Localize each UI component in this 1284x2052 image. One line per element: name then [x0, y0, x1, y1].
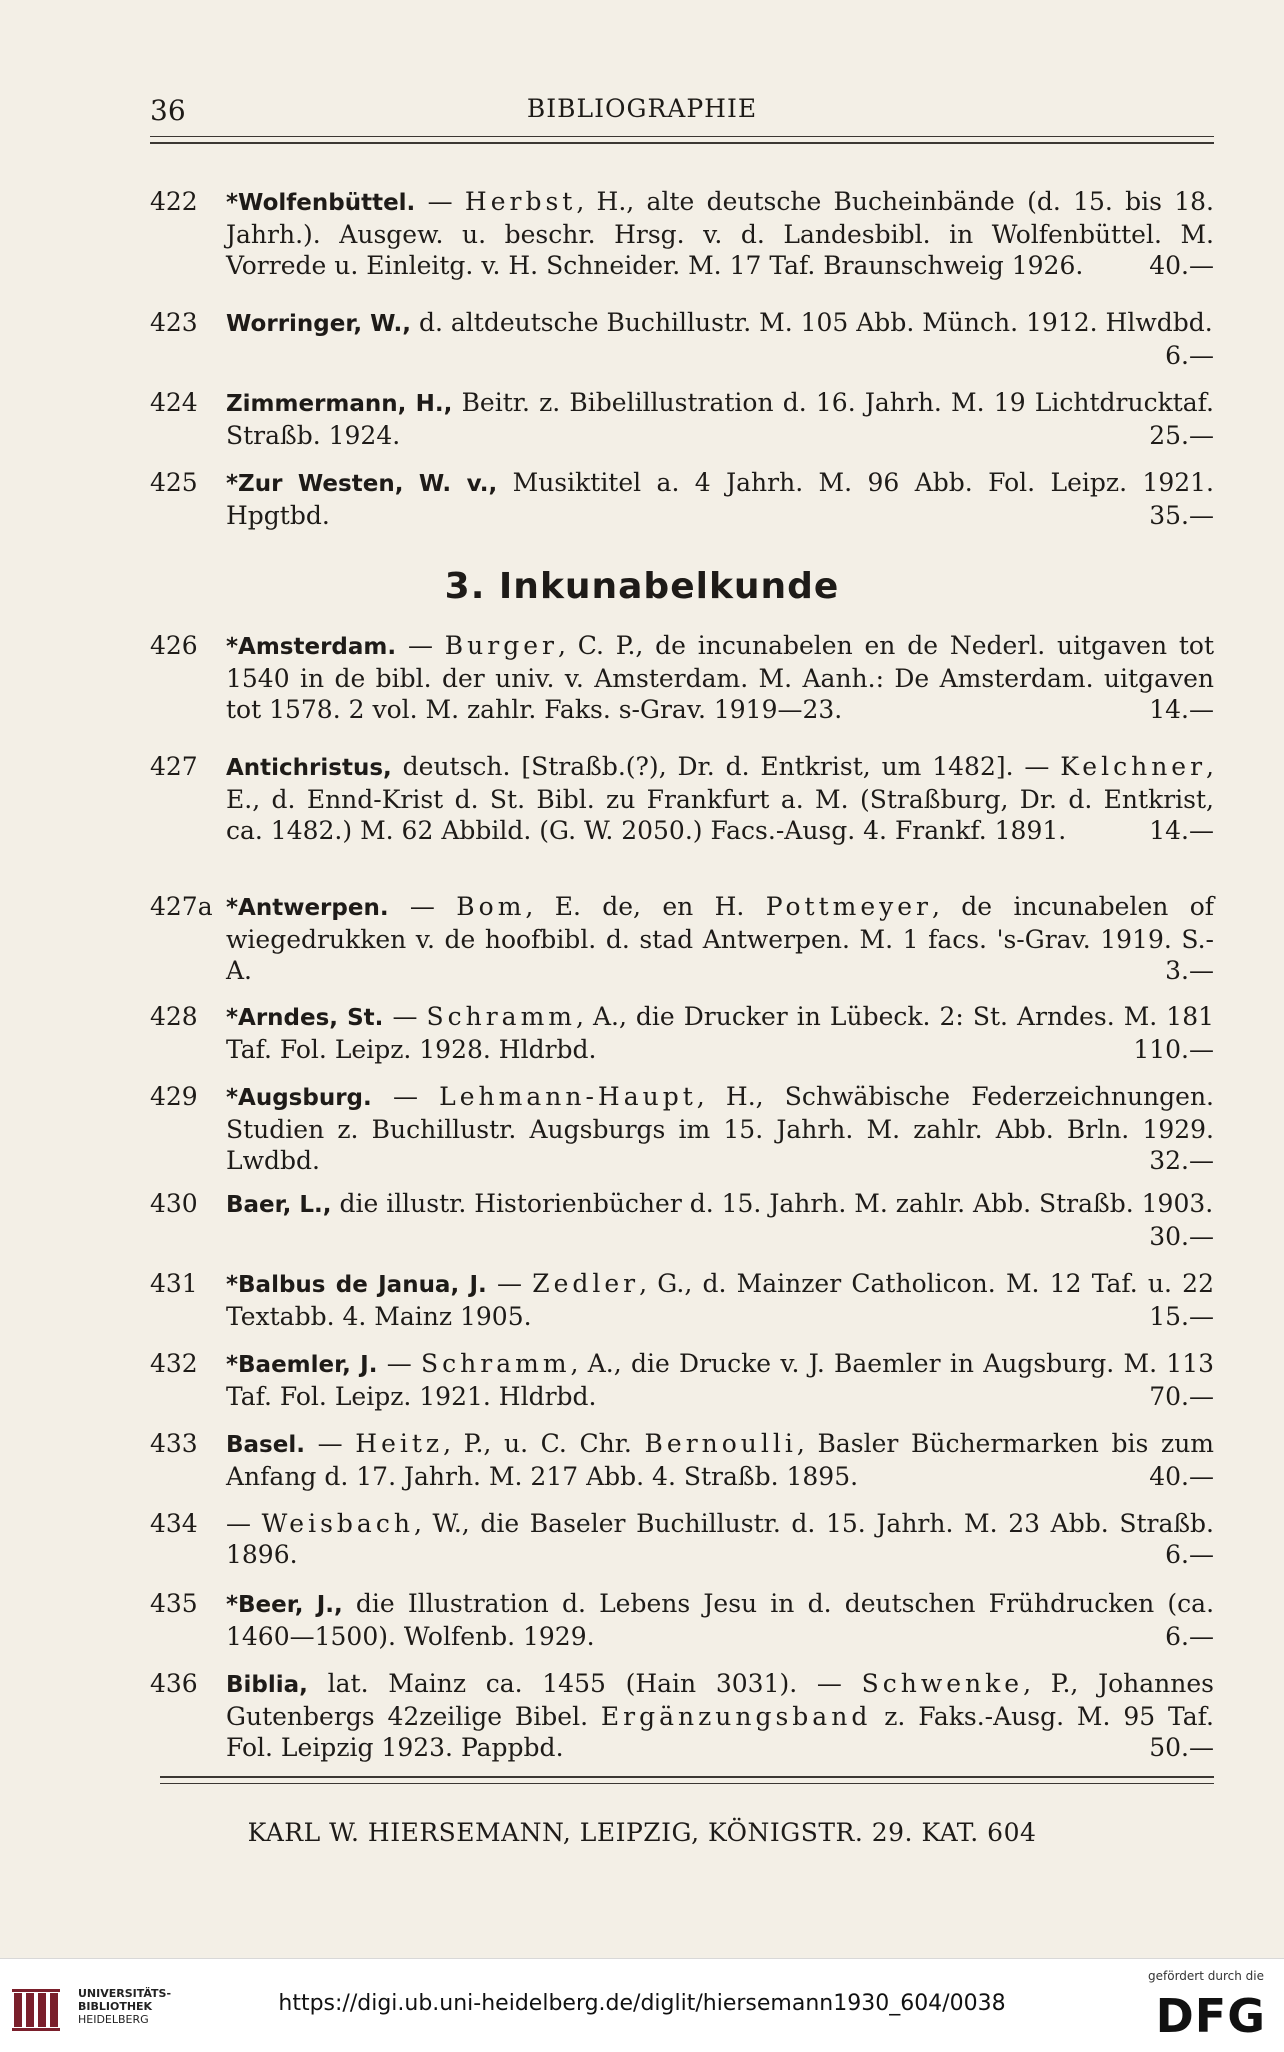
page-url-link[interactable]: https://digi.ub.uni-heidelberg.de/diglit/hiersemann1930_604/0038 — [278, 1991, 1006, 2016]
entry-heading: *Baemler, J. — [226, 1352, 378, 1378]
entry-description: — Lehmann-Haupt, H., Schwäbische Federzeichnungen. Studien z. Buchillustr. Augsburgs im 15. Jahrh. M. zahlr. Abb. Brln. 1929. Lwdbd. — [226, 1082, 1214, 1175]
entry-price: 110.— — [1133, 1035, 1214, 1064]
entry-description: deutsch. [Straßb.(?), Dr. d. Entkrist, um 1482]. — Kelchner, E., d. Ennd-Krist d. St. Bibl. zu Frankfurt a. M. (Straßburg, Dr. d. Entkrist, ca. 1482.) M. 62 Abbild. (G. W. 2050.) Facs.-Ausg. 4. Frankf. 1891. — [226, 752, 1214, 845]
entry-description: — Schramm, A., die Drucker in Lübeck. 2: St. Arndes. M. 181 Taf. Fol. Leipz. 1928. Hldrbd. — [226, 1002, 1214, 1064]
entry-description: — Bom, E. de, en H. Pottmeyer, de incunabelen of wiegedrukken v. de hoofbibl. d. stad Antwerpen. M. 1 facs. 's-Grav. 1919. S.-A. — [226, 892, 1214, 985]
entry-text — [226, 1428, 1214, 1492]
entry-price: 50.— — [1149, 1733, 1214, 1762]
entry-text — [226, 307, 1214, 371]
entry-description: — Zedler, G., d. Mainzer Catholicon. M. 12 Taf. u. 22 Textabb. 4. Mainz 1905. — [226, 1269, 1214, 1331]
entry-number: 422 — [150, 187, 198, 216]
entry-heading: *Zur Westen, W. v., — [226, 471, 498, 497]
entry-heading: *Antwerpen. — [226, 895, 389, 921]
entry-text — [226, 467, 1214, 531]
page-number: 36 — [150, 94, 186, 127]
entry-heading: *Wolfenbüttel. — [226, 190, 416, 216]
running-title: BIBLIOGRAPHIE — [526, 94, 758, 123]
header-rule — [150, 136, 1214, 144]
entry-number: 426 — [150, 631, 198, 660]
library-name: UNIVERSITÄTS- BIBLIOTHEK HEIDELBERG — [78, 1987, 172, 2026]
entry-price: 35.— — [1149, 501, 1214, 530]
entry-number: 424 — [150, 388, 198, 417]
viewer-bar — [0, 1958, 1284, 2052]
entry-text — [226, 1268, 1214, 1332]
entry-text — [226, 1588, 1214, 1652]
entry-price: 30.— — [1149, 1222, 1214, 1251]
entry-description: d. altdeutsche Buchillustr. M. 105 Abb. Münch. 1912. Hlwdbd. — [419, 308, 1213, 337]
entry-description: — Burger, C. P., de incunabelen en de Nederl. uitgaven tot 1540 in de bibl. der univ. v. Amsterdam. M. Aanh.: De Amsterdam. uitgaven tot 1578. 2 vol. M. zahlr. Faks. s-Grav. 1919—23. — [226, 631, 1215, 724]
publisher-footer: KARL W. HIERSEMANN, LEIPZIG, KÖNIGSTR. 29. KAT. 604 — [247, 1818, 1037, 1847]
entry-heading: *Beer, J., — [226, 1592, 343, 1618]
entry-heading: Biblia, — [226, 1672, 308, 1698]
entry-description: die Illustration d. Lebens Jesu in d. deutschen Frühdrucken (ca. 1460—1500). Wolfenb. 1929. — [226, 1589, 1215, 1651]
entry-text — [226, 1001, 1214, 1065]
entry-number: 425 — [150, 468, 198, 497]
entry-description: — Schramm, A., die Drucke v. J. Baemler in Augsburg. M. 113 Taf. Fol. Leipz. 1921. Hldrbd. — [226, 1349, 1215, 1411]
entry-text — [226, 1081, 1214, 1176]
entry-number: 429 — [150, 1082, 198, 1111]
entry-heading: Antichristus, — [226, 755, 392, 781]
entry-price: 6.— — [1165, 341, 1214, 370]
entry-heading: *Arndes, St. — [226, 1005, 384, 1031]
entry-heading: Zimmermann, H., — [226, 391, 453, 417]
entry-price: 25.— — [1149, 421, 1214, 450]
entry-text — [226, 891, 1214, 986]
entry-number: 433 — [150, 1429, 198, 1458]
entry-number: 427 — [150, 752, 198, 781]
entry-description: — Heitz, P., u. C. Chr. Bernoulli, Basler Büchermarken bis zum Anfang d. 17. Jahrh. M. 217 Abb. 4. Straßb. 1895. — [226, 1429, 1214, 1491]
entry-heading: *Amsterdam. — [226, 634, 397, 660]
entry-heading: *Augsburg. — [226, 1085, 372, 1111]
entry-number: 435 — [150, 1589, 198, 1618]
entry-price: 40.— — [1149, 1462, 1214, 1491]
section-title: 3. Inkunabelkunde — [444, 566, 840, 607]
entry-text — [226, 387, 1214, 451]
entry-text — [226, 1668, 1214, 1763]
entry-price: 14.— — [1149, 816, 1214, 845]
entry-description: lat. Mainz ca. 1455 (Hain 3031). — Schwenke, P., Johannes Gutenbergs 42zeilige Bibel. Ergänzungsband z. Faks.-Ausg. M. 95 Taf. Fol. Leipzig 1923. Pappbd. — [226, 1669, 1214, 1762]
entry-description: Beitr. z. Bibelillustration d. 16. Jahrh. M. 19 Lichtdrucktaf. Straßb. 1924. — [226, 388, 1214, 450]
entry-text — [226, 751, 1214, 846]
entry-description: Musiktitel a. 4 Jahrh. M. 96 Abb. Fol. Leipz. 1921. Hpgtbd. — [226, 468, 1214, 530]
entry-number: 434 — [150, 1509, 198, 1538]
entry-number: 423 — [150, 308, 198, 337]
entry-price: 14.— — [1149, 695, 1214, 724]
entry-number: 436 — [150, 1669, 198, 1698]
entry-description: — Weisbach, W., die Baseler Buchillustr. d. 15. Jahrh. M. 23 Abb. Straßb. 1896. — [226, 1509, 1214, 1569]
funding-note: gefördert durch die — [1148, 1969, 1264, 1983]
entry-price: 6.— — [1165, 1622, 1214, 1651]
entry-description: die illustr. Historienbücher d. 15. Jahrh. M. zahlr. Abb. Straßb. 1903. — [339, 1189, 1214, 1218]
entry-number: 431 — [150, 1269, 198, 1298]
entry-heading: Worringer, W., — [226, 311, 412, 337]
entry-price: 3.— — [1165, 956, 1214, 985]
entry-heading: Baer, L., — [226, 1192, 332, 1218]
entry-number: 427a — [150, 892, 213, 921]
entry-text — [226, 1348, 1214, 1412]
entry-text — [226, 186, 1214, 281]
entry-heading: Basel. — [226, 1432, 305, 1458]
entry-heading: *Balbus de Janua, J. — [226, 1272, 487, 1298]
entry-text — [226, 1188, 1214, 1252]
entry-number: 432 — [150, 1349, 198, 1378]
dfg-logo-icon: DFG — [1155, 1989, 1266, 2043]
entry-price: 40.— — [1149, 251, 1214, 280]
entry-price: 6.— — [1165, 1540, 1214, 1569]
entry-text — [226, 1508, 1214, 1570]
entry-price: 15.— — [1149, 1302, 1214, 1331]
entry-price: 70.— — [1149, 1382, 1214, 1411]
footer-rule — [160, 1776, 1214, 1784]
entry-text — [226, 630, 1214, 725]
entry-price: 32.— — [1149, 1146, 1214, 1175]
running-header — [0, 94, 1284, 134]
entry-description: — Herbst, H., alte deutsche Bucheinbände (d. 15. bis 18. Jahrh.). Ausgew. u. beschr. Hrsg. v. d. Landesbibl. in Wolfenbüttel. M. Vorrede u. Einleitg. v. H. Schneider. M. 17 Taf. Braunschweig 1926. — [226, 187, 1214, 280]
entry-number: 428 — [150, 1002, 198, 1031]
entry-number: 430 — [150, 1189, 198, 1218]
